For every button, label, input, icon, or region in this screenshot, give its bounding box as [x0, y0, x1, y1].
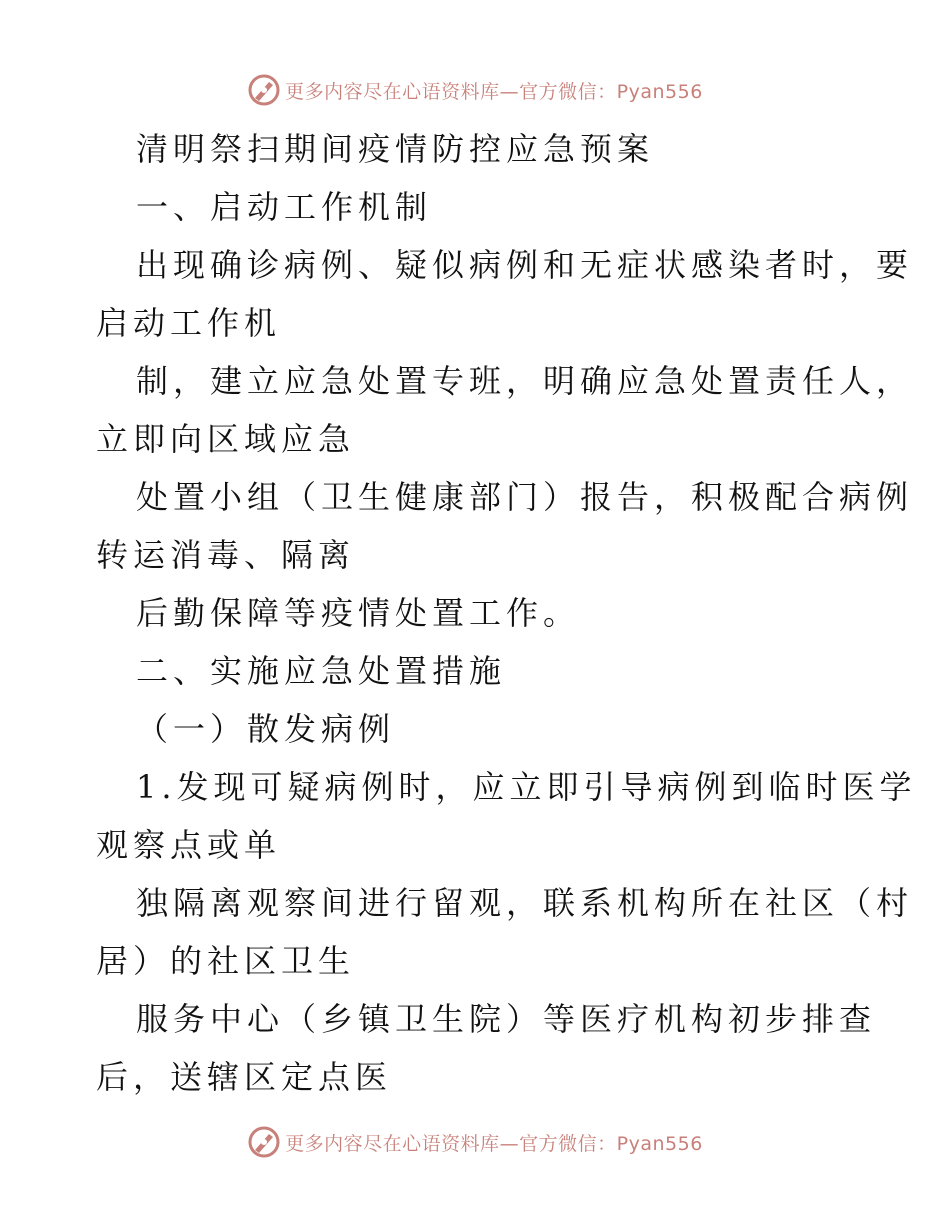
section-heading: 一、启动工作机制 — [136, 188, 433, 226]
watermark-banner-top — [0, 72, 950, 108]
watermark-text-bottom: 更多内容尽在心语资料库—官方微信：Pyan556 — [285, 1132, 703, 1155]
section-heading: 二、实施应急处置措施 — [136, 652, 507, 690]
document-title: 清明祭扫期间疫情防控应急预案 — [136, 130, 655, 168]
paragraph-line: 出现确诊病例、疑似病例和无症状感染者时，要 — [136, 246, 914, 284]
paragraph-line: 居）的社区卫生 — [96, 942, 356, 980]
document-body — [96, 120, 917, 1106]
paragraph-line: 制，建立应急处置专班，明确应急处置责任人， — [136, 362, 914, 400]
paragraph-line: 服务中心（乡镇卫生院）等医疗机构初步排查 — [136, 1000, 877, 1038]
paragraph-line: 后，送辖区定点医 — [96, 1058, 393, 1096]
paragraph-line: 后勤保障等疫情处置工作。 — [136, 594, 581, 632]
paragraph-line: 转运消毒、隔离 — [96, 536, 356, 574]
subsection-heading: （一）散发病例 — [136, 710, 396, 748]
paragraph-line: 1.发现可疑病例时，应立即引导病例到临时医学 — [136, 768, 917, 806]
paragraph-line: 观察点或单 — [96, 826, 282, 864]
pen-logo-icon — [247, 1125, 281, 1159]
paragraph-line: 立即向区域应急 — [96, 420, 356, 458]
pen-logo-icon — [247, 73, 281, 107]
paragraph-line: 启动工作机 — [96, 304, 282, 342]
paragraph-line: 处置小组（卫生健康部门）报告，积极配合病例 — [136, 478, 914, 516]
watermark-text-top: 更多内容尽在心语资料库—官方微信：Pyan556 — [285, 80, 703, 103]
watermark-banner-bottom — [0, 1124, 950, 1160]
paragraph-line: 独隔离观察间进行留观，联系机构所在社区（村 — [136, 884, 914, 922]
